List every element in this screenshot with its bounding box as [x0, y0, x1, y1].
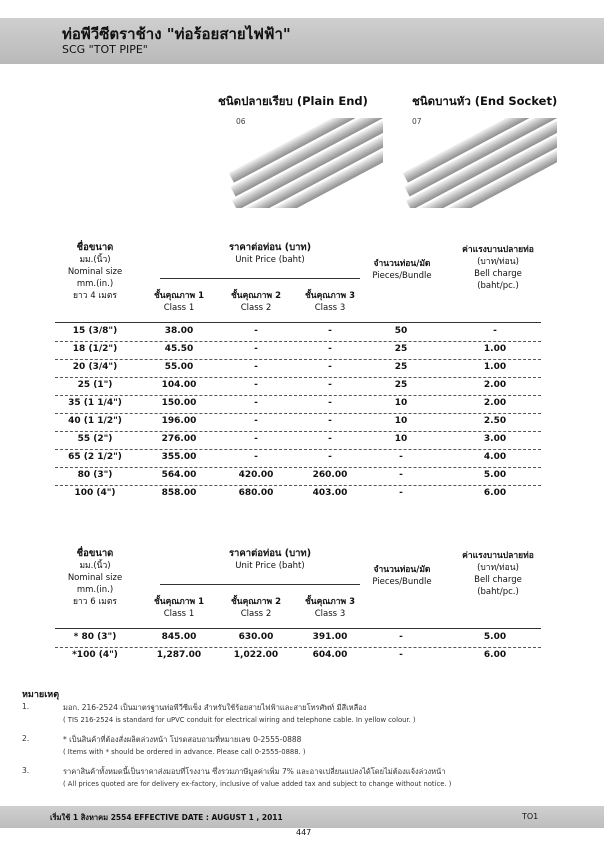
note-text-en: ( All prices quoted are for delivery ex-factory, inclusive of value added tax and subject to change without notice. )	[63, 780, 452, 788]
class2-price-cell: -	[254, 380, 258, 390]
size-cell: 100 (4")	[74, 488, 116, 498]
note-text-th: ราคาสินค้าทั้งหมดนี้เป็นราคาส่งมอบที่โรงงาน ซึ่งรวมภาษีมูลค่าเพิ่ม 7% และอาจเปลี่ยนแปลงได้โดยไม่ต้องแจ้งล่วงหน้า	[63, 767, 446, 776]
price-header-rule	[160, 278, 360, 279]
class3-price-cell: 391.00	[312, 632, 348, 642]
class3-price-cell: -	[328, 344, 332, 354]
table-row	[55, 629, 541, 648]
bundle-header-2: จำนวนท่อน/มัด Pieces/Bundle	[372, 565, 432, 587]
table-row	[55, 377, 541, 396]
class1-price-cell: 276.00	[161, 434, 197, 444]
class1-price-cell: 45.50	[164, 344, 194, 354]
class3-price-cell: 260.00	[312, 470, 348, 480]
bundle-cell: 25	[394, 362, 408, 372]
bundle-cell: 25	[394, 380, 408, 390]
class1-price-cell: 196.00	[161, 416, 197, 426]
end-socket-title: ชนิดบานหัว (End Socket)	[412, 94, 558, 108]
note-number: 1.	[22, 702, 30, 711]
class3-header-2: ชั้นคุณภาพ 3 Class 3	[304, 597, 355, 619]
bell-charge-cell: 3.00	[483, 434, 507, 444]
plain-end-pipe-image	[228, 118, 383, 208]
bell-charge-cell: 6.00	[483, 488, 507, 498]
bundle-cell: -	[399, 452, 403, 462]
notes-title: หมายเหตุ	[22, 690, 60, 700]
table-row	[55, 359, 541, 378]
size-cell: 20 (3/4")	[72, 362, 118, 372]
class2-price-cell: -	[254, 434, 258, 444]
class1-price-cell: 150.00	[161, 398, 197, 408]
bell-charge-cell: 2.00	[483, 380, 507, 390]
class3-price-cell: -	[328, 362, 332, 372]
class1-header: ชั้นคุณภาพ 1 Class 1	[153, 291, 204, 313]
class1-price-cell: 845.00	[161, 632, 197, 642]
bell-charge-cell: 6.00	[483, 650, 507, 660]
table-row	[55, 341, 541, 360]
class2-price-cell: -	[254, 344, 258, 354]
table-row	[55, 647, 541, 665]
class2-price-cell: -	[254, 398, 258, 408]
table-row	[55, 395, 541, 414]
class1-price-cell: 858.00	[161, 488, 197, 498]
class1-price-cell: 1,287.00	[156, 650, 202, 660]
effective-date: เริ่มใช้ 1 สิงหาคม 2554 EFFECTIVE DATE : AUGUST 1 , 2011	[50, 813, 283, 822]
size-cell: 25 (1")	[77, 380, 113, 390]
bell-charge-cell: 2.50	[483, 416, 507, 426]
size-cell: 40 (1 1/2")	[68, 416, 122, 426]
class2-price-cell: 680.00	[238, 488, 274, 498]
class3-price-cell: -	[328, 416, 332, 426]
note-number: 3.	[22, 766, 30, 775]
class3-price-cell: -	[328, 398, 332, 408]
table-row	[55, 431, 541, 450]
size-cell: 35 (1 1/4")	[68, 398, 122, 408]
end-socket-pipe-image	[402, 118, 557, 208]
size-cell: * 80 (3")	[73, 632, 117, 642]
bundle-cell: 10	[394, 416, 408, 426]
table-row	[55, 323, 541, 342]
class2-price-cell: -	[254, 452, 258, 462]
bundle-cell: -	[399, 650, 403, 660]
size-cell: 55 (2")	[77, 434, 113, 444]
length-label: ยาว 4 เมตร	[73, 291, 117, 301]
bundle-cell: 50	[394, 326, 408, 336]
page-number: 447	[296, 828, 312, 837]
bundle-header: จำนวนท่อน/มัด Pieces/Bundle	[372, 259, 432, 281]
size-cell: 80 (3")	[77, 470, 113, 480]
class3-price-cell: -	[328, 452, 332, 462]
price-header-rule-2	[160, 584, 360, 585]
bundle-cell: -	[399, 488, 403, 498]
table-row	[55, 467, 541, 486]
bell-charge-cell: 4.00	[483, 452, 507, 462]
note-text-th: * เป็นสินค้าที่ต้องสั่งผลิตล่วงหน้า โปรดสอบถามที่หมายเลข 0-2555-0888	[63, 735, 302, 744]
class1-price-cell: 355.00	[161, 452, 197, 462]
note-text-en: ( TIS 216-2524 is standard for uPVC conduit for electrical wiring and telephone cable. In yellow colour. )	[63, 716, 416, 724]
bell-charge-cell: 2.00	[483, 398, 507, 408]
class1-price-cell: 104.00	[161, 380, 197, 390]
plain-end-title: ชนิดปลายเรียบ (Plain End)	[218, 94, 368, 108]
class1-price-cell: 564.00	[161, 470, 197, 480]
note-text-th: มอก. 216-2524 เป็นมาตรฐานท่อพีวีซีแข็ง สำหรับใช้ร้อยสายไฟฟ้าและสายโทรศัพท์ มีสีเหลือง	[63, 703, 367, 712]
bell-header-2: ค่าแรงบานปลายท่อ (บาท/ท่อน) Bell charge (baht/pc.)	[462, 551, 534, 597]
price-header-2: ราคาต่อท่อน (บาท) Unit Price (baht)	[228, 548, 312, 571]
bundle-cell: 10	[394, 434, 408, 444]
note-number: 2.	[22, 734, 30, 743]
page-subtitle: SCG "TOT PIPE"	[62, 43, 148, 56]
note-text-en: ( Items with * should be ordered in advance. Please call 0-2555-0888. )	[63, 748, 306, 756]
size-header-2: ชื่อขนาด มม.(นิ้ว) Nominal size mm.(in.) ยาว 6 เมตร	[55, 548, 135, 608]
size-cell: 15 (3/8")	[72, 326, 118, 336]
class2-price-cell: -	[254, 416, 258, 426]
length-label-2: ยาว 6 เมตร	[73, 597, 117, 607]
table-row	[55, 485, 541, 503]
bundle-cell: 25	[394, 344, 408, 354]
bundle-cell: -	[399, 632, 403, 642]
class3-price-cell: 403.00	[312, 488, 348, 498]
size-cell: 65 (2 1/2")	[68, 452, 122, 462]
class2-price-cell: 1,022.00	[233, 650, 279, 660]
price-header: ราคาต่อท่อน (บาท) Unit Price (baht)	[228, 242, 312, 265]
class1-header-2: ชั้นคุณภาพ 1 Class 1	[153, 597, 204, 619]
size-cell: *100 (4")	[72, 650, 118, 660]
bell-charge-cell: 5.00	[483, 632, 507, 642]
size-header: ชื่อขนาด มม.(นิ้ว) Nominal size mm.(in.) ยาว 4 เมตร	[55, 242, 135, 302]
bundle-cell: 10	[394, 398, 408, 408]
page-code: TO1	[522, 812, 539, 821]
end-socket-code: 07	[412, 117, 422, 126]
table-row	[55, 449, 541, 468]
bell-header: ค่าแรงบานปลายท่อ (บาท/ท่อน) Bell charge (baht/pc.)	[462, 245, 534, 291]
class3-price-cell: -	[328, 326, 332, 336]
class2-price-cell: -	[254, 362, 258, 372]
class2-header-2: ชั้นคุณภาพ 2 Class 2	[230, 597, 281, 619]
class1-price-cell: 38.00	[164, 326, 194, 336]
size-cell: 18 (1/2")	[72, 344, 118, 354]
bell-charge-cell: 5.00	[483, 470, 507, 480]
page-title: ท่อพีวีซีตราช้าง "ท่อร้อยสายไฟฟ้า"	[62, 25, 291, 43]
class3-header: ชั้นคุณภาพ 3 Class 3	[304, 291, 355, 313]
plain-end-code: 06	[236, 117, 246, 126]
bell-charge-cell: 1.00	[483, 344, 507, 354]
bell-charge-cell: 1.00	[483, 362, 507, 372]
bundle-cell: -	[399, 470, 403, 480]
class2-price-cell: 630.00	[238, 632, 274, 642]
class3-price-cell: -	[328, 380, 332, 390]
class2-header: ชั้นคุณภาพ 2 Class 2	[230, 291, 281, 313]
class3-price-cell: 604.00	[312, 650, 348, 660]
class2-price-cell: 420.00	[238, 470, 274, 480]
table-row	[55, 413, 541, 432]
bell-charge-cell: -	[493, 326, 497, 336]
class3-price-cell: -	[328, 434, 332, 444]
class1-price-cell: 55.00	[164, 362, 194, 372]
class2-price-cell: -	[254, 326, 258, 336]
